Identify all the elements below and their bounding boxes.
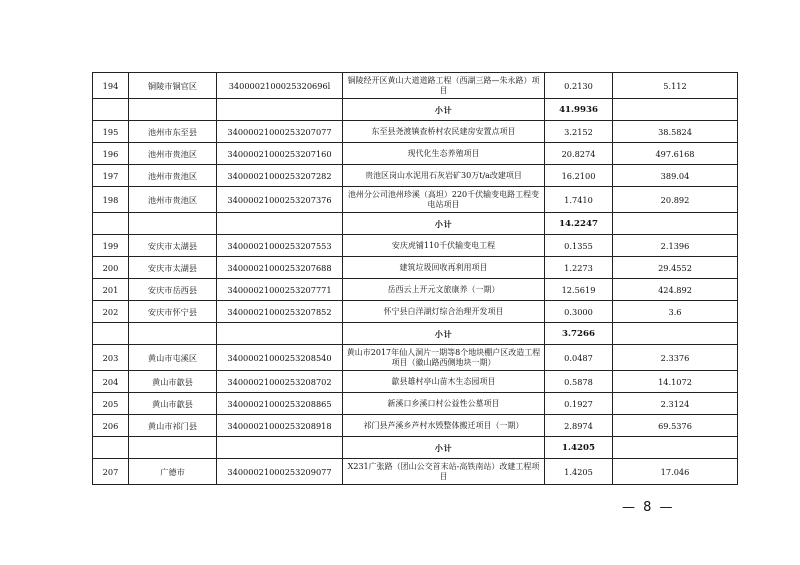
cell-fee: 389.04 <box>613 165 738 187</box>
cell-code: 34000021000253208540 <box>217 345 343 371</box>
cell-code: 34000021000253207852 <box>217 301 343 323</box>
cell-empty <box>613 437 738 459</box>
cell-project: 黄山市2017年仙人洞片一期等8个地块棚户区改造工程项目（徽山路西侧地块一期） <box>343 345 545 371</box>
table-row <box>93 459 738 485</box>
cell-region: 黄山市屯溪区 <box>129 345 217 371</box>
cell-code: 34000021000253207376 <box>217 187 343 213</box>
table-row <box>93 301 738 323</box>
cell-seq-no: 204 <box>93 371 129 393</box>
cell-fee: 20.892 <box>613 187 738 213</box>
subtotal-row <box>93 99 738 121</box>
cell-empty <box>613 323 738 345</box>
cell-fee: 3.6 <box>613 301 738 323</box>
cell-empty <box>93 323 129 345</box>
cell-fee: 2.3376 <box>613 345 738 371</box>
cell-project: 歙县雄村亭山苗木生态园项目 <box>343 371 545 393</box>
subtotal-row <box>93 437 738 459</box>
cell-seq-no: 199 <box>93 235 129 257</box>
subtotal-row <box>93 213 738 235</box>
cell-region: 黄山市歙县 <box>129 371 217 393</box>
cell-code: 34000021000253207771 <box>217 279 343 301</box>
cell-code: 34000021000253208865 <box>217 393 343 415</box>
subtotal-label: 小计 <box>343 437 545 459</box>
subtotal-amount: 41.9936 <box>545 99 613 121</box>
cell-area: 0.5878 <box>545 371 613 393</box>
cell-project: 怀宁县白洋湖灯综合治理开发项目 <box>343 301 545 323</box>
cell-region: 安庆市太湖县 <box>129 235 217 257</box>
table-row <box>93 187 738 213</box>
cell-code: 3400002100025320696l <box>217 73 343 99</box>
cell-project: 贵池区岗山水泥用石灰岩矿30万t/a改建项目 <box>343 165 545 187</box>
cell-fee: 497.6168 <box>613 143 738 165</box>
cell-seq-no: 201 <box>93 279 129 301</box>
cell-code: 34000021000253209077 <box>217 459 343 485</box>
cell-region: 池州市贵池区 <box>129 143 217 165</box>
table-row <box>93 345 738 371</box>
subtotal-amount: 1.4205 <box>545 437 613 459</box>
cell-region: 黄山市歙县 <box>129 393 217 415</box>
cell-area: 0.1927 <box>545 393 613 415</box>
cell-empty <box>93 437 129 459</box>
cell-seq-no: 200 <box>93 257 129 279</box>
cell-project: 建筑垃圾回收再利用项目 <box>343 257 545 279</box>
cell-empty <box>129 323 217 345</box>
cell-empty <box>217 213 343 235</box>
cell-area: 0.3000 <box>545 301 613 323</box>
cell-empty <box>93 99 129 121</box>
cell-seq-no: 194 <box>93 73 129 99</box>
cell-project: 铜陵经开区黄山大道道路工程（西湖三路—朱永路）项目 <box>343 73 545 99</box>
table-row <box>93 371 738 393</box>
cell-project: 池州分公司池州珍溪（高坦）220千伏输变电路工程变电站项目 <box>343 187 545 213</box>
table-row <box>93 415 738 437</box>
cell-project: 现代化生态养殖项目 <box>343 143 545 165</box>
cell-area: 0.2130 <box>545 73 613 99</box>
table-row <box>93 121 738 143</box>
cell-fee: 69.5376 <box>613 415 738 437</box>
cell-area: 0.0487 <box>545 345 613 371</box>
cell-empty <box>129 99 217 121</box>
cell-empty <box>217 437 343 459</box>
cell-region: 安庆市岳西县 <box>129 279 217 301</box>
table-row <box>93 165 738 187</box>
table-row <box>93 73 738 99</box>
cell-empty <box>217 99 343 121</box>
cell-project: 安庆虎铺110千伏输变电工程 <box>343 235 545 257</box>
cell-project: 祁门县芦溪乡芦村水毁整体搬迁项目（一期） <box>343 415 545 437</box>
cell-fee: 38.5824 <box>613 121 738 143</box>
cell-region: 池州市贵池区 <box>129 187 217 213</box>
cell-area: 1.2273 <box>545 257 613 279</box>
subtotal-label: 小计 <box>343 99 545 121</box>
cell-region: 铜陵市铜官区 <box>129 73 217 99</box>
cell-project: 东至县尧渡镇查桥村农民建房安置点项目 <box>343 121 545 143</box>
cell-seq-no: 203 <box>93 345 129 371</box>
cell-empty <box>613 99 738 121</box>
cell-area: 12.5619 <box>545 279 613 301</box>
cell-empty <box>93 213 129 235</box>
cell-empty <box>129 437 217 459</box>
cell-region: 安庆市太湖县 <box>129 257 217 279</box>
cell-code: 34000021000253207160 <box>217 143 343 165</box>
cell-region: 池州市东至县 <box>129 121 217 143</box>
cell-region: 安庆市怀宁县 <box>129 301 217 323</box>
cell-project: 新溪口乡溪口村公益性公墓项目 <box>343 393 545 415</box>
cell-code: 34000021000253208918 <box>217 415 343 437</box>
subtotal-label: 小计 <box>343 323 545 345</box>
cell-region: 池州市贵池区 <box>129 165 217 187</box>
cell-project: X231广张路（团山公交首末站-高铁南站）改建工程项目 <box>343 459 545 485</box>
subtotal-label: 小计 <box>343 213 545 235</box>
cell-seq-no: 198 <box>93 187 129 213</box>
cell-seq-no: 207 <box>93 459 129 485</box>
subtotal-amount: 3.7266 <box>545 323 613 345</box>
cell-fee: 2.1396 <box>613 235 738 257</box>
cell-empty <box>217 323 343 345</box>
cell-area: 2.8974 <box>545 415 613 437</box>
table-body <box>93 73 738 485</box>
cell-area: 0.1355 <box>545 235 613 257</box>
page-number: — 8 — <box>622 500 675 515</box>
cell-region: 广德市 <box>129 459 217 485</box>
cell-area: 16.2100 <box>545 165 613 187</box>
cell-region: 黄山市祁门县 <box>129 415 217 437</box>
cell-code: 34000021000253207282 <box>217 165 343 187</box>
cell-seq-no: 202 <box>93 301 129 323</box>
cell-project: 岳西云上开元文旅康养（一期） <box>343 279 545 301</box>
cell-fee: 29.4552 <box>613 257 738 279</box>
cell-code: 34000021000253207553 <box>217 235 343 257</box>
subtotal-amount: 14.2247 <box>545 213 613 235</box>
cell-seq-no: 205 <box>93 393 129 415</box>
cell-empty <box>613 213 738 235</box>
cell-seq-no: 197 <box>93 165 129 187</box>
cell-empty <box>129 213 217 235</box>
cell-fee: 424.892 <box>613 279 738 301</box>
cell-seq-no: 196 <box>93 143 129 165</box>
land-table <box>92 72 738 485</box>
table-row <box>93 235 738 257</box>
cell-code: 34000021000253207688 <box>217 257 343 279</box>
table-row <box>93 279 738 301</box>
cell-fee: 17.046 <box>613 459 738 485</box>
cell-area: 20.8274 <box>545 143 613 165</box>
cell-fee: 2.3124 <box>613 393 738 415</box>
cell-code: 34000021000253208702 <box>217 371 343 393</box>
cell-fee: 14.1072 <box>613 371 738 393</box>
table-row <box>93 393 738 415</box>
cell-area: 1.4205 <box>545 459 613 485</box>
cell-seq-no: 195 <box>93 121 129 143</box>
cell-code: 34000021000253207077 <box>217 121 343 143</box>
cell-fee: 5.112 <box>613 73 738 99</box>
cell-area: 3.2152 <box>545 121 613 143</box>
subtotal-row <box>93 323 738 345</box>
table-row <box>93 257 738 279</box>
cell-seq-no: 206 <box>93 415 129 437</box>
cell-area: 1.7410 <box>545 187 613 213</box>
table-row <box>93 143 738 165</box>
